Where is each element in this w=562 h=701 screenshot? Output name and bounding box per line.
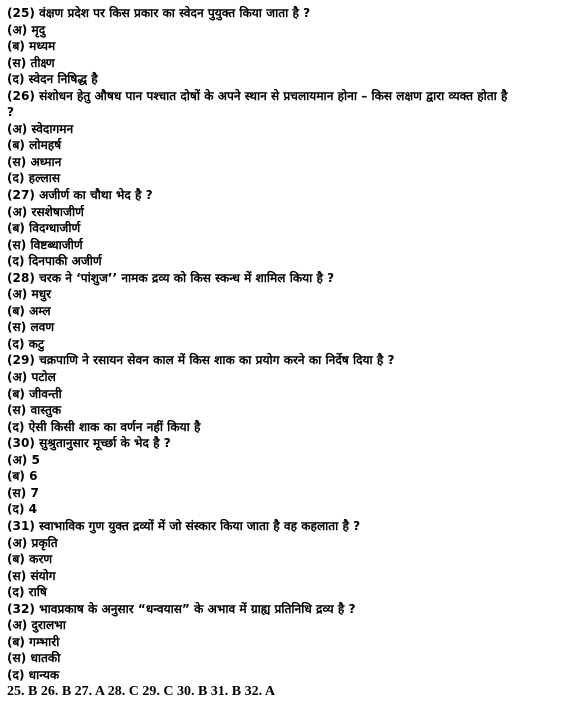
option-line: (अ) पटोल — [7, 370, 56, 385]
option-line: (द) ऐसी किसी शाक का वर्णन नहीं किया है — [7, 419, 201, 434]
option-line: (स) वास्तुक — [7, 403, 62, 418]
option-line: (स) अध्मान — [7, 154, 62, 169]
option-line: (ब) विदग्धाजीर्ण — [7, 221, 81, 236]
question-line: (26) संशोधन हेतु औषध पान पश्चात दोषों के अपने स्थान से प्रचलायमान होना – किस लक्षण द्वारा व्यक्त होता है — [7, 88, 508, 103]
option-line: (द) धान्यक — [7, 667, 60, 682]
option-line: (ब) मध्यम — [7, 39, 56, 54]
option-line: (द) दिनपाकी अजीर्ण — [7, 254, 102, 269]
option-line: (स) विष्टब्धाजीर्ण — [7, 237, 83, 252]
option-line: (अ) दुरालभा — [7, 618, 66, 633]
option-line: (द) स्वेदन निषिद्ध है — [7, 72, 98, 87]
question-line: (30) सुश्रुतानुसार मूर्च्छा के भेद है ? — [7, 436, 171, 451]
option-line: (स) धातकी — [7, 651, 61, 666]
option-line: (द) हल्लास — [7, 171, 61, 186]
option-line: (द) 4 — [7, 502, 38, 517]
option-line: (ब) 6 — [7, 469, 38, 484]
option-line: (अ) रसशेषाजीर्ण — [7, 204, 84, 219]
option-line: (ब) गम्भारी — [7, 634, 60, 649]
option-line: (ब) लोमहर्ष — [7, 138, 62, 153]
option-line: (ब) अम्ल — [7, 303, 51, 318]
option-line: (ब) जीवन्ती — [7, 386, 62, 401]
option-line: (स) तीक्ष्ण — [7, 55, 55, 70]
option-line: (द) राषि — [7, 585, 47, 600]
question-line: (25) वंक्षण प्रदेश पर किस प्रकार का स्वेदन पुयुक्त किया जाता है ? — [7, 6, 311, 20]
question-line: (32) भावप्रकाष के अनुसार “धन्वयास” के अभाव में ग्राह्य प्रतिनिधि द्रव्य है ? — [7, 601, 356, 616]
option-line: (स) 7 — [7, 485, 39, 500]
option-line: (स) लवण — [7, 320, 55, 335]
question-line: ? — [7, 105, 15, 120]
option-line: (स) संयोग — [7, 568, 56, 583]
question-list — [7, 5, 558, 683]
option-line: (अ) स्वेदागमन — [7, 121, 74, 136]
question-line: (31) स्वाभाविक गुण युक्त द्रव्यों में जो संस्कार किया जाता है वह कहलाता है ? — [7, 518, 361, 533]
question-line: (28) चरक ने ‘पांशुज’’ नामक द्रव्य को किस स्कन्ध में शामिल किया है ? — [7, 270, 335, 285]
option-line: (अ) प्रकृति — [7, 535, 58, 550]
option-line: (अ) मधुर — [7, 287, 52, 302]
option-line: (अ) 5 — [7, 452, 40, 467]
question-line: (29) चक्रपाणि ने रसायन सेवन काल में किस शाक का प्रयोग करने का निर्देष दिया है ? — [7, 353, 395, 368]
option-line: (ब) करण — [7, 552, 53, 567]
answer-key: 25. B 26. B 27. A 28. C 29. C 30. B 31. B 32. A — [7, 684, 275, 700]
option-line: (द) कटु — [7, 336, 45, 351]
option-line: (अ) मृदु — [7, 22, 46, 37]
question-line: (27) अजीर्ण का चौथा भेद है ? — [7, 188, 153, 203]
